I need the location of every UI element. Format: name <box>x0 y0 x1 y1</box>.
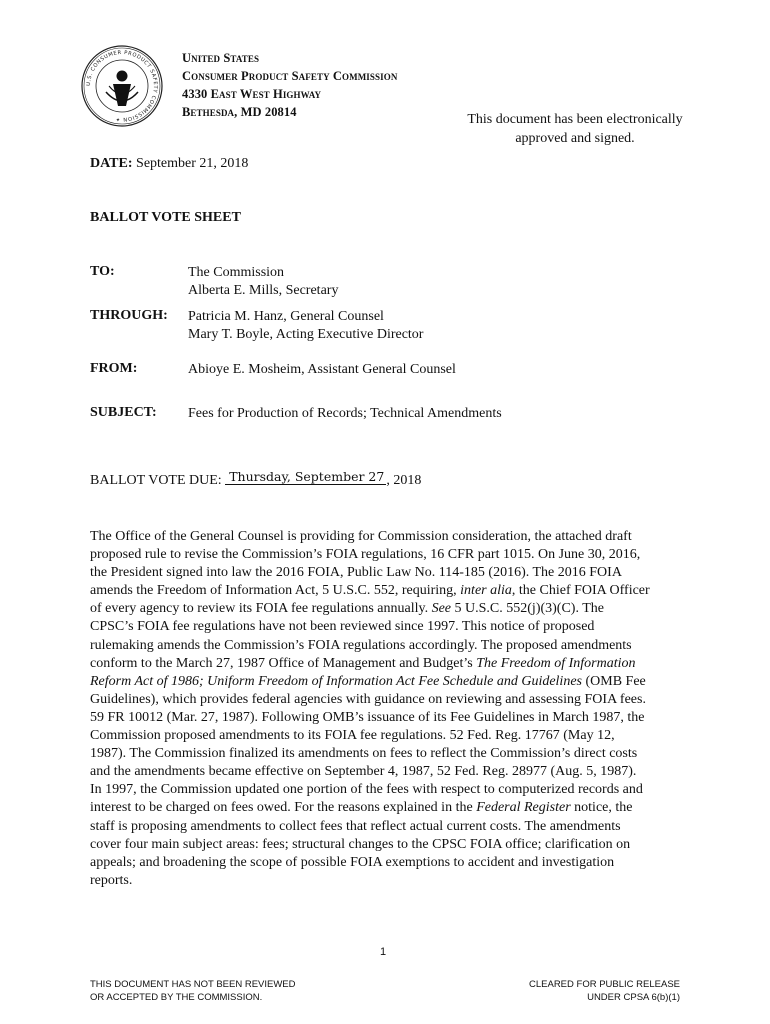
to-line: The Commission <box>188 265 285 280</box>
body-text: The Office of the General Counsel is providing for Commission consideration, the attached draft proposed rule to revise the Commission’s FOIA regulations, 16 CFR part 1015. On June 30, 2016, the President signed into law the 2016 FOIA, Public Law No. 114-185 (2016). The 2016 FOIA amends the Freedom of Information Act, 5 U.S.C. 552, requiring, <box>90 529 641 599</box>
address-line: Consumer Product Safety Commission <box>182 69 398 83</box>
body-paragraph <box>90 528 650 890</box>
document-title: BALLOT VOTE SHEET <box>90 210 241 225</box>
through-label: THROUGH: <box>90 308 168 323</box>
body-italic-text: The Freedom of Information Reform Act of 1986; Uniform Freedom of Information Act Fee Schedule and Guidelines <box>90 655 636 689</box>
date-line <box>90 156 248 172</box>
body-italic-text: inter alia <box>460 583 512 599</box>
ballot-due-year: , 2018 <box>386 473 422 488</box>
esignature-note <box>458 110 692 148</box>
ballot-due-date-field: Thursday, September 27 <box>225 469 386 485</box>
address-line: Bethesda, MD 20814 <box>182 105 297 119</box>
body-text: 5 U.S.C. 552(j)(3)(C). The CPSC’s FOIA fee regulations have not been reviewed since 1997. This notice of proposed rulemaking amends the Commission’s FOIA regulations accordingly. The proposed amendments conform to the March 27, 1987 Office of Management and Budget’s <box>90 601 632 671</box>
body-italic-text: See <box>431 601 452 617</box>
through-line: Mary T. Boyle, Acting Executive Director <box>188 327 424 342</box>
body-text: , the Chief FOIA Officer of every agency to review its FOIA fee regulations annually. <box>90 583 650 617</box>
svg-text:U.S. CONSUMER PRODUCT SAFETY C: U.S. CONSUMER PRODUCT SAFETY COMMISSION ✦ <box>85 49 159 123</box>
from-value <box>188 361 456 379</box>
footer-line: OR ACCEPTED BY THE COMMISSION. <box>90 992 263 1003</box>
through-line: Patricia M. Hanz, General Counsel <box>188 309 384 324</box>
footer-clearance <box>529 978 680 1004</box>
subject-label: SUBJECT: <box>90 405 157 420</box>
cpsc-seal-logo <box>80 44 164 128</box>
date-label: DATE: <box>90 156 133 171</box>
body-italic-text: Federal Register <box>476 800 571 816</box>
to-label: TO: <box>90 264 115 279</box>
agency-address <box>182 49 397 121</box>
address-line: 4330 East West Highway <box>182 87 322 101</box>
date-value: September 21, 2018 <box>136 156 249 171</box>
to-line: Alberta E. Mills, Secretary <box>188 283 339 298</box>
subject-value <box>188 405 502 423</box>
ballot-due-label: BALLOT VOTE DUE: <box>90 473 222 488</box>
footer-disclaimer <box>90 978 296 1004</box>
from-line: Abioye E. Mosheim, Assistant General Counsel <box>188 362 456 377</box>
footer-line: THIS DOCUMENT HAS NOT BEEN REVIEWED <box>90 979 296 990</box>
subject-line: Fees for Production of Records; Technical Amendments <box>188 406 502 421</box>
body-text: (OMB Fee Guidelines), which provides federal agencies with guidance on reviewing and assessing FOIA fees. 59 FR 10012 (Mar. 27, 1987). Following OMB’s issuance of its Fee Guidelines in March 1987, the Commission proposed amendments to its FOIA fee regulations. 52 Fed. Reg. 17767 (May 12, 1987). The Commission finalized its amendments on fees to reflect the Commission’s direct costs and the amendments became effective on September 4, 1987, 52 Fed. Reg. 28977 (Aug. 5, 1987). In 1997, the Commission updated one portion of the fees with respect to computerized records and interest to be charged on fees owed. For the reasons explained in the <box>90 673 646 816</box>
esign-line: This document has been electronically <box>467 112 683 127</box>
from-label: FROM: <box>90 361 138 376</box>
through-value <box>188 308 423 344</box>
footer-line: CLEARED FOR PUBLIC RELEASE <box>529 979 680 990</box>
esign-line: approved and signed. <box>515 131 635 146</box>
footer-line: UNDER CPSA 6(b)(1) <box>587 992 680 1003</box>
to-value <box>188 264 338 300</box>
page-number: 1 <box>380 946 387 958</box>
body-text: notice, the staff is proposing amendments to collect fees that reflect actual current costs. The amendments cover four main subject areas: fees; structural changes to the CPSC FOIA office; clarification on appeals; and broadening the scope of possible FOIA exemptions to accident and investigation reports. <box>90 800 633 888</box>
ballot-due-line <box>90 469 422 489</box>
address-line: United States <box>182 51 260 65</box>
